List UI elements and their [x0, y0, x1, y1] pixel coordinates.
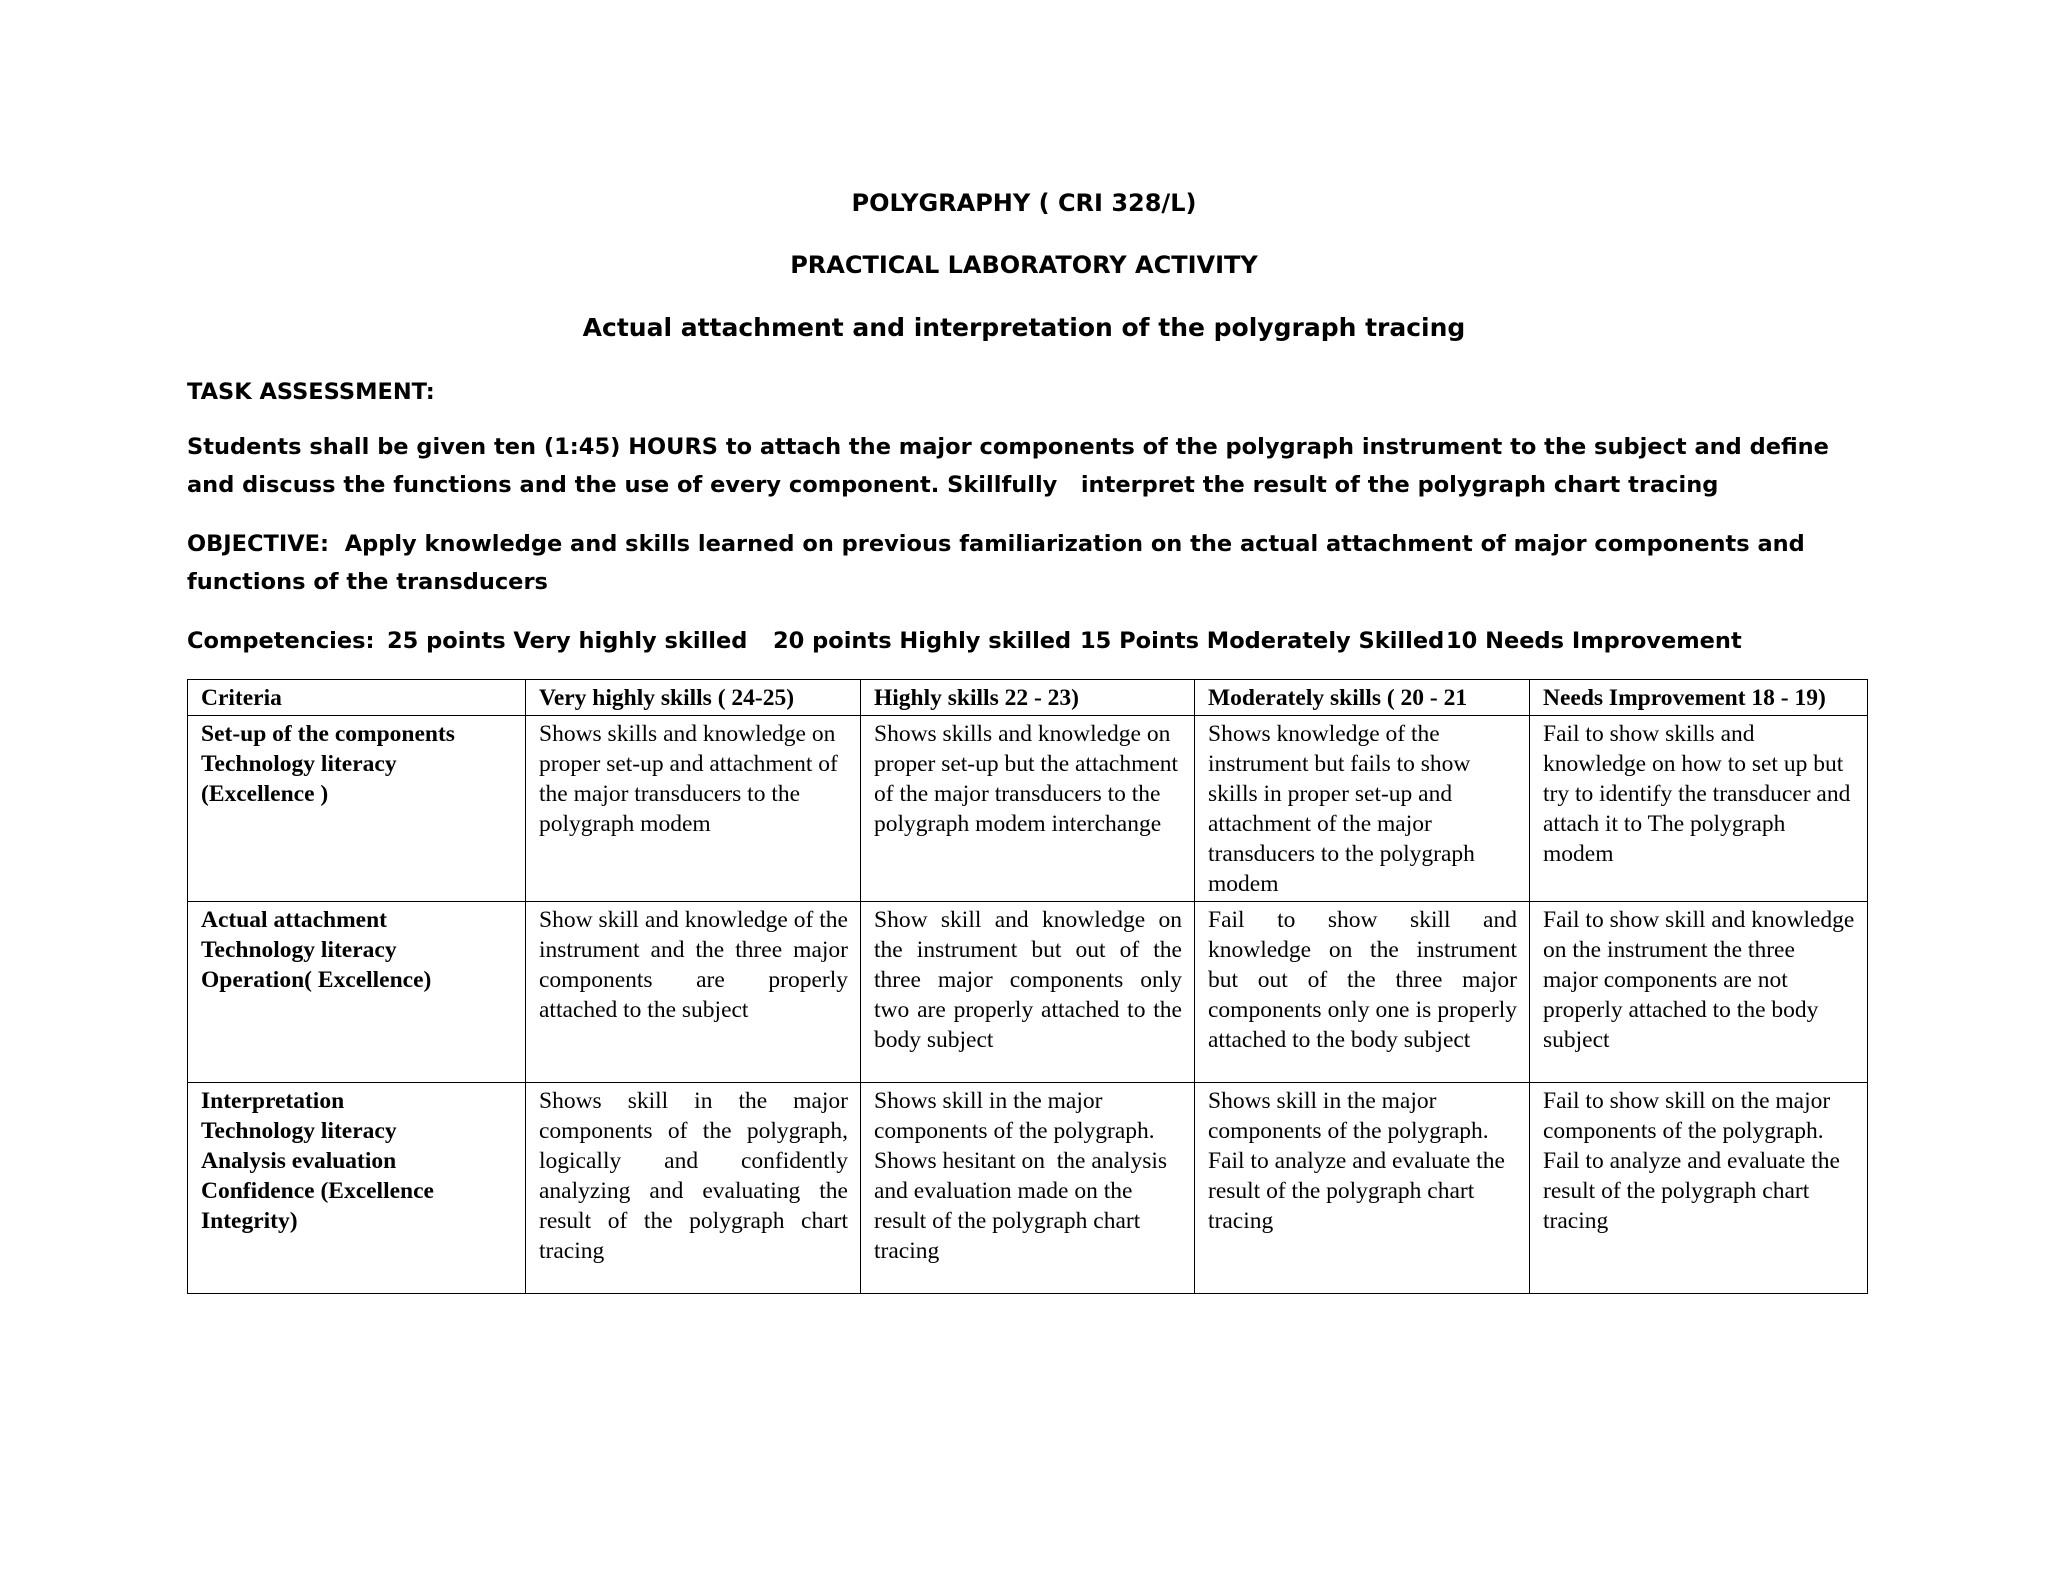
- rubric-cell: Shows knowledge of the instrument but fails to show skills in proper set-up and attachment of the major transducers to the polygraph modem: [1195, 716, 1530, 902]
- rubric-header-cell: Criteria: [188, 680, 526, 716]
- criteria-line: Integrity): [201, 1208, 298, 1234]
- rubric-row: [188, 716, 1868, 902]
- competencies-line: [187, 622, 1867, 660]
- rubric-cell: Fail to show skill and knowledge on the instrument but out of the three major components only one is properly attached to the body subject: [1195, 902, 1530, 1083]
- criteria-line: Interpretation: [201, 1088, 345, 1114]
- criteria-cell: [188, 1083, 526, 1294]
- criteria-line: Set-up of the components: [201, 721, 455, 747]
- rubric-row: [188, 902, 1868, 1083]
- competencies-label: Competencies:: [187, 628, 375, 654]
- criteria-line: Analysis evaluation: [201, 1148, 397, 1174]
- competency-level: 20 points Highly skilled: [773, 628, 1072, 654]
- competency-level: 15 Points Moderately Skilled: [1080, 628, 1445, 654]
- criteria-cell: [188, 716, 526, 902]
- rubric-cell: Shows skills and knowledge on proper set-up and attachment of the major transducers to the polygraph modem: [526, 716, 861, 902]
- criteria-line: Confidence (Excellence: [201, 1178, 434, 1204]
- rubric-table: [187, 679, 1868, 1294]
- objective-text: OBJECTIVE: Apply knowledge and skills learned on previous familiarization on the actual attachment of major components and functions of the transducers: [187, 531, 1813, 595]
- rubric-cell: Show skill and knowledge of the instrument and the three major components are properly attached to the subject: [526, 902, 861, 1083]
- criteria-line: Operation( Excellence): [201, 967, 432, 993]
- rubric-header-cell: Highly skills 22 - 23): [861, 680, 1195, 716]
- criteria-line: (Excellence ): [201, 781, 329, 807]
- students-instructions: Students shall be given ten (1:45) HOURS to attach the major components of the polygraph instrument to the subject and define and discuss the functions and the use of every component. Skillfully interpret the result of the polygraph chart tracing: [187, 434, 1837, 498]
- rubric-cell: Shows skill in the major components of the polygraph. Fail to analyze and evaluate the result of the polygraph chart tracing: [1195, 1083, 1530, 1294]
- criteria-cell: [188, 902, 526, 1083]
- rubric-cell: Shows skill in the major components of the polygraph. Shows hesitant on the analysis and evaluation made on the result of the polygraph chart tracing: [861, 1083, 1195, 1294]
- rubric-header-cell: Very highly skills ( 24-25): [526, 680, 861, 716]
- criteria-line: Actual attachment: [201, 907, 388, 933]
- competency-level: 10 Needs Improvement: [1446, 628, 1742, 654]
- rubric-header-cell: Needs Improvement 18 - 19): [1530, 680, 1868, 716]
- document-subtitle: PRACTICAL LABORATORY ACTIVITY: [790, 251, 1258, 279]
- criteria-line: Technology literacy: [201, 1118, 397, 1144]
- rubric-header-row: [188, 680, 1868, 716]
- rubric-row: [188, 1083, 1868, 1294]
- rubric-cell: Fail to show skills and knowledge on how to set up but try to identify the transducer and attach it to The polygraph modem: [1530, 716, 1868, 902]
- activity-title: Actual attachment and interpretation of the polygraph tracing: [582, 313, 1466, 342]
- rubric-cell: Shows skill in the major components of the polygraph, logically and confidently analyzing and evaluating the result of the polygraph chart tracing: [526, 1083, 861, 1294]
- criteria-line: Technology literacy: [201, 937, 397, 963]
- criteria-line: Technology literacy: [201, 751, 397, 777]
- rubric-cell: Shows skills and knowledge on proper set-up but the attachment of the major transducers to the polygraph modem interchange: [861, 716, 1195, 902]
- rubric-cell: Show skill and knowledge on the instrument but out of the three major components only two are properly attached to the body subject: [861, 902, 1195, 1083]
- task-assessment-label: TASK ASSESSMENT:: [187, 379, 435, 405]
- rubric-header-cell: Moderately skills ( 20 - 21: [1195, 680, 1530, 716]
- rubric-cell: Fail to show skill and knowledge on the instrument the three major components are not properly attached to the body subject: [1530, 902, 1868, 1083]
- competency-level: 25 points Very highly skilled: [387, 628, 748, 654]
- rubric-cell: Fail to show skill on the major components of the polygraph. Fail to analyze and evaluate the result of the polygraph chart tracing: [1530, 1083, 1868, 1294]
- document-title: POLYGRAPHY ( CRI 328/L): [851, 189, 1197, 217]
